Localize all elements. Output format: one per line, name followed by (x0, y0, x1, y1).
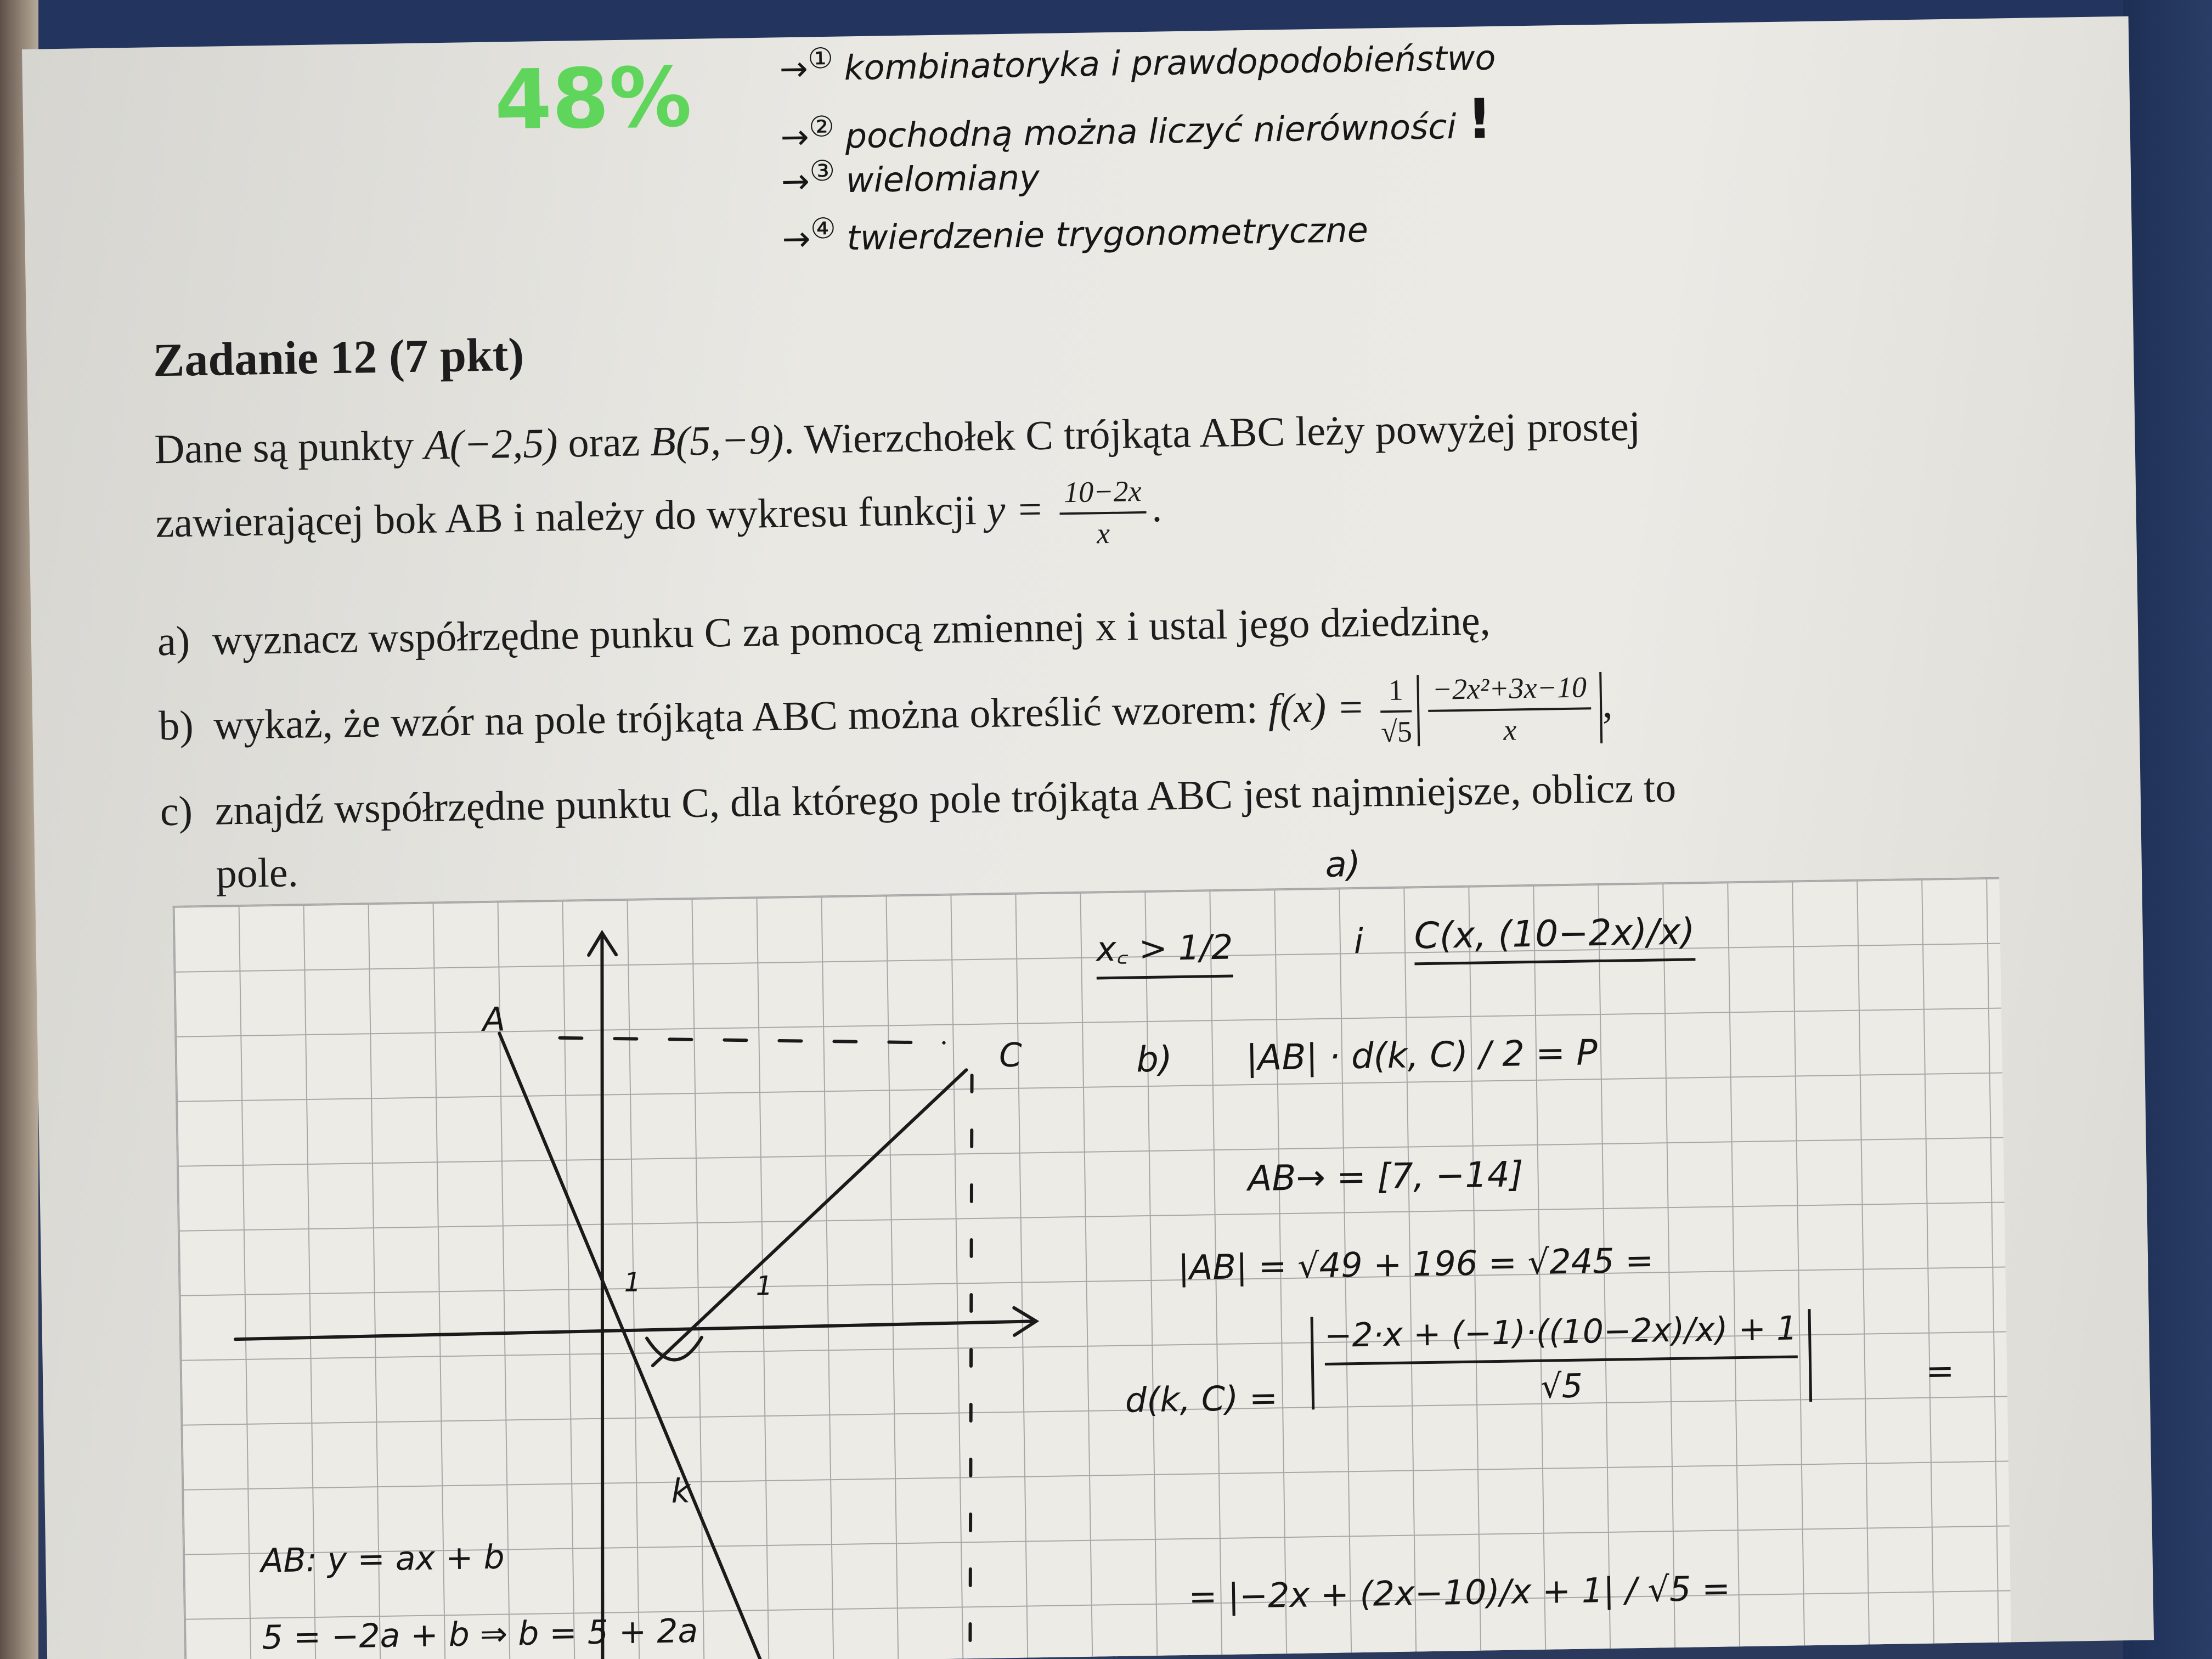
distance-label: d(k, C) = (1125, 1378, 1278, 1420)
task-text: zawierającej bok AB i należy do wykresu funkcji (155, 487, 988, 546)
note-item-4 (782, 204, 1369, 259)
arrow-icon: → (780, 116, 810, 157)
graph-tick-label: 1 (624, 1267, 641, 1299)
work-b-header: b) (1136, 1039, 1173, 1081)
graph-tick-label: 1 (755, 1270, 773, 1302)
dashed-vertical (961, 1075, 981, 1659)
fraction-numerator: 1 (1380, 675, 1412, 713)
subtask-label: c) (160, 788, 193, 835)
distance-expression (1311, 1309, 1813, 1409)
dashed-horizontal (560, 1032, 944, 1049)
subtask-label: a) (157, 618, 190, 665)
task-text: . Wierzchołek C trójkąta ABC leży powyżej prostej (783, 403, 1641, 463)
line-ab-equation: AB: y = ax + b (260, 1538, 505, 1581)
subtask-a (157, 597, 1491, 665)
note-text: pochodną można liczyć nierówności (845, 106, 1457, 156)
area-fraction-1 (1380, 675, 1413, 747)
distance-continuation: = |−2x + (2x−10)/x + 1| / √5 = (1188, 1568, 1731, 1617)
area-formula: |AB| · d(k, C) / 2 = P (1245, 1032, 1598, 1079)
arrow-icon: → (782, 218, 811, 259)
note-item-3 (781, 151, 1040, 201)
x-axis (235, 1321, 1036, 1339)
exclamation-mark: ! (1466, 86, 1493, 151)
note-marker: ① (807, 42, 834, 76)
graph-label-c: C (998, 1036, 1023, 1075)
vector-ab: AB→ = [7, −14] (1248, 1154, 1524, 1200)
fraction-numerator: −2x²+3x−10 (1427, 672, 1591, 712)
task-text: Dane są punkty (154, 422, 425, 473)
line-k (499, 1029, 761, 1659)
note-text: twierdzenie trygonometryczne (846, 210, 1369, 258)
area-function-lhs: f(x) = (1268, 684, 1365, 732)
percentage-note: 48% (494, 49, 692, 149)
distance-equals: = (1925, 1350, 1955, 1391)
fraction-numerator: 10−2x (1059, 476, 1146, 515)
subtask-text: znajdź współrzędne punktu C, dla którego pole trójkąta ABC jest najmniejsze, oblicz to (215, 764, 1677, 834)
note-item-2 (780, 87, 1493, 162)
fraction-denominator: √5 (1380, 715, 1413, 749)
subtask-c-cont: pole. (215, 849, 299, 897)
point-b: B(5,−9) (650, 416, 785, 465)
ab-length: |AB| = √49 + 196 = √245 = (1177, 1240, 1654, 1288)
point-c-coordinates: C(x, (10−2x)/x) (1414, 910, 1695, 965)
fraction-denominator: x (1503, 713, 1517, 747)
point-a: A(−2,5) (424, 420, 558, 469)
subtask-text: wykaż, że wzór na pole trójkąta ABC można określić wzorem: (213, 685, 1269, 749)
work-separator: i (1353, 921, 1364, 962)
subtask-text: wyznacz współrzędne punku C za pomocą zmiennej x i ustal jego dziedzinę, (212, 597, 1491, 664)
note-marker: ③ (809, 154, 836, 188)
subtask-b (159, 672, 1613, 766)
task-text: , (1601, 680, 1613, 727)
note-text: wielomiany (845, 157, 1040, 201)
arrow-icon: → (781, 161, 810, 201)
task-text: . (1151, 484, 1163, 531)
note-text: kombinatoryka i prawdopodobieństwo (844, 37, 1496, 88)
subtask-label: b) (158, 702, 194, 749)
note-item-1 (779, 32, 1496, 89)
distance-denominator: √5 (1540, 1367, 1583, 1406)
absolute-value (1417, 672, 1602, 746)
function-lhs: y = (986, 486, 1045, 533)
note-marker: ④ (810, 212, 837, 246)
work-a-header: a) (1325, 844, 1361, 885)
graph-label-k: k (670, 1472, 691, 1511)
task-text: oraz (557, 419, 651, 466)
bottom-equation: 5 = −2a + b ⇒ b = 5 + 2a (261, 1612, 698, 1657)
task-line-1 (154, 403, 1641, 474)
task-title: Zadanie 12 (7 pkt) (153, 328, 524, 387)
textbook-page (22, 16, 2154, 1659)
task-line-2 (155, 476, 1163, 563)
graph-label-a: A (482, 1000, 506, 1040)
note-marker: ② (808, 110, 835, 144)
domain-condition: x꜀ > 1/2 (1096, 923, 1233, 980)
angle-arc (647, 1338, 702, 1361)
area-fraction-2 (1427, 672, 1592, 746)
subtask-c (160, 764, 1677, 836)
arrow-icon: → (779, 48, 809, 89)
line-to-c (648, 1070, 971, 1365)
function-fraction (1059, 476, 1147, 549)
distance-numerator: −2·x + (−1)·((10−2x)/x) + 1 (1324, 1309, 1798, 1365)
fraction-denominator: x (1096, 516, 1110, 550)
